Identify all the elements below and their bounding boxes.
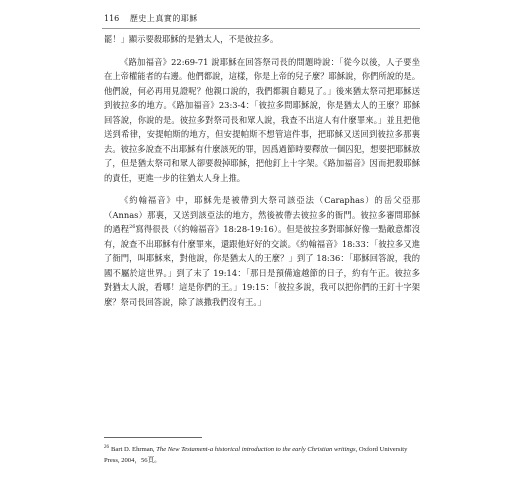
paragraph-3	[104, 193, 420, 309]
paragraph-3-part-1: 《約翰福音》中，耶穌先是被帶到大祭司該亞法（Caraphas）的岳父亞那（Annas）那裏，又送到該亞法的地方，然後被帶去彼拉多的衙門。彼拉多審問耶穌的過程	[104, 195, 420, 234]
paragraph-1: 罷！」顯示要殺耶穌的是猶太人，不是彼拉多。	[104, 34, 279, 44]
paragraph-gap	[104, 47, 420, 55]
page-number: 116	[104, 14, 120, 23]
footnote-reference[interactable]: 26	[129, 224, 136, 231]
footnote-rule	[104, 437, 202, 438]
footnote-publication: , Oxford University Press, 2004，56頁。	[104, 446, 408, 465]
paragraph-2: 《路加福音》22:69-71 說耶穌在回答祭司長的問題時說：「從今以後，人子要坐在上帝權能者的右邊。他們都說，這樣，你是上帝的兒子麼？耶穌說，你們所說的是。他們說，何必再用見證呢？他親口說的，我們都親自聽見了。」後來猶太祭司把耶穌送到彼拉多的地方。《路加福音》23:3-4：「彼拉多問耶穌說，你是猶太人的王麼？耶穌回答說，你說的是。彼拉多對祭司長和眾人說，我查不出這人有什麼罪來。」並且把他送到希律，安提帕斯的地方，但安提帕斯不想管這件事，把耶穌又送回到彼拉多那裏去。彼拉多說查不出耶穌有什麼該死的罪，因爲過節時要釋放一個囚犯，想要把耶穌放了，但是猶太祭司和眾人卻要殺掉耶穌，把他釘上十字架。《路加福音》因而把殺耶穌的責任，更進一步的往猶太人身上推。	[104, 56, 420, 183]
running-header	[104, 12, 434, 26]
paragraph-gap	[104, 185, 420, 193]
paragraph-3-part-2: 寫得很長（《約翰福音》18:28-19:16）。但是彼拉多對耶穌好像一點敵意都沒有，說查不出耶穌有什麼罪來，還跟他好好的交談。《約翰福音》18:33：「彼拉多又進了衙門，叫耶穌來，對他說，你是猶太人的王麼？」到了 18:36：「耶穌回答說，我的國不屬於這世界。」到了末了 19:14：「那日是預備逾越節的日子，約有午正。彼拉多對猶太人說，看哪！這是你們的王。」19:15：「彼拉多說，我可以把你們的王釘十字架麼？祭司長回答說，除了該撒我們沒有王。」	[104, 224, 420, 307]
running-title: 歷史上真實的耶穌	[129, 14, 198, 23]
body-text	[104, 32, 420, 309]
footnote-author: Bart D. Ehrman,	[111, 446, 157, 454]
footnote-book-title: The New Testament-a historical introduction to the early Christian writings	[156, 446, 356, 454]
header-rule	[102, 28, 420, 29]
footnote-number: 26	[104, 445, 109, 450]
footnote	[104, 442, 420, 466]
